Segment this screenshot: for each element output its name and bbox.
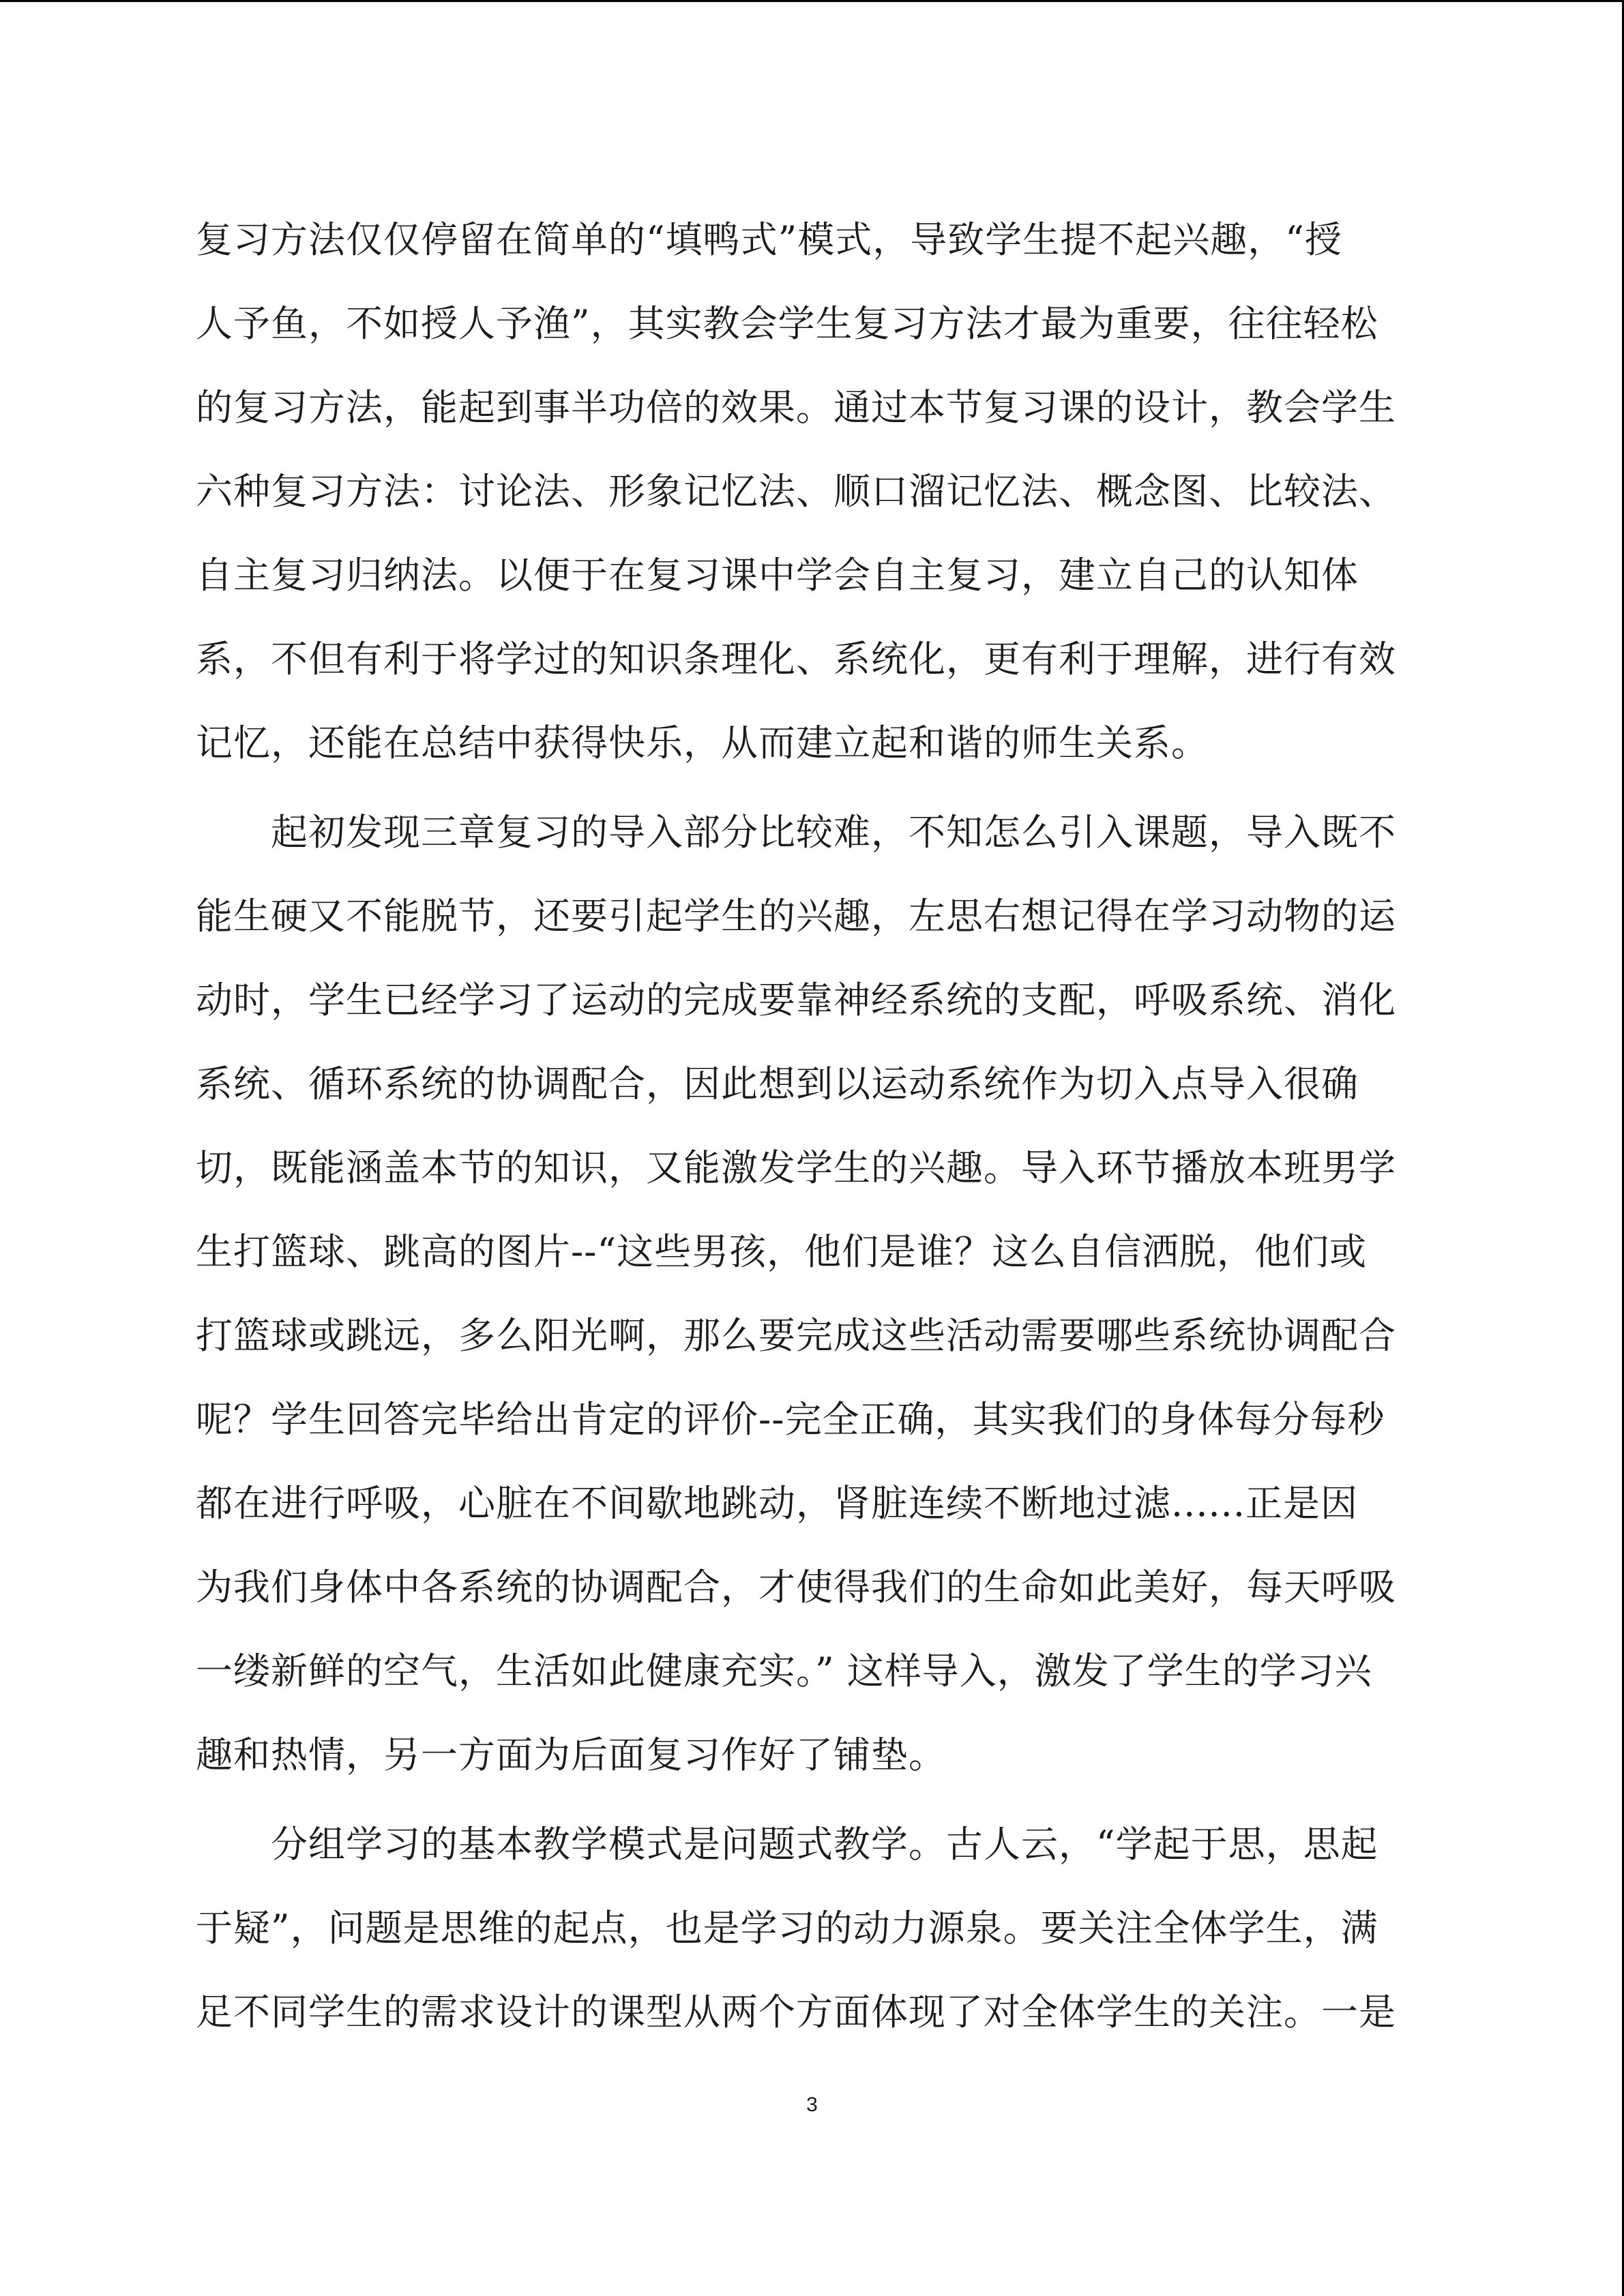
paragraph-spacing: [196, 1797, 1444, 1802]
text-line: 系，不但有利于将学过的知识条理化、系统化，更有利于理解，进行有效: [196, 638, 1396, 681]
text-line: 分组学习的基本教学模式是问题式教学。古人云，“学起于思，思起: [196, 1823, 1378, 1866]
text-line: 为我们身体中各系统的协调配合，才使得我们的生命如此美好，每天呼吸: [196, 1566, 1396, 1609]
paragraph-1: [196, 198, 1444, 785]
text-line: 系统、循环系统的协调配合，因此想到以运动系统作为切入点导入很确: [196, 1062, 1359, 1105]
text-line: 六种复习方法：讨论法、形象记忆法、顺口溜记忆法、概念图、比较法、: [196, 470, 1396, 513]
paragraph-3: [196, 1802, 1444, 2054]
text-line: 起初发现三章复习的导入部分比较难，不知怎么引入课题，导入既不: [196, 811, 1396, 854]
text-line: 复习方法仅仅停留在简单的“填鸭式”模式，导致学生提不起兴趣，“授: [196, 218, 1342, 261]
text-line: 能生硬又不能脱节，还要引起学生的兴趣，左思右想记得在学习动物的运: [196, 895, 1396, 938]
text-line: 一缕新鲜的空气，生活如此健康充实。” 这样导入，激发了学生的学习兴: [196, 1650, 1372, 1693]
paragraph-2: [196, 790, 1444, 1797]
paragraph-spacing: [196, 785, 1444, 790]
text-line: 生打篮球、跳高的图片--“这些男孩，他们是谁？这么自信洒脱，他们或: [196, 1230, 1368, 1273]
text-line: 的复习方法，能起到事半功倍的效果。通过本节复习课的设计，教会学生: [196, 386, 1396, 429]
text-line: 切，既能涵盖本节的知识，又能激发学生的兴趣。导入环节播放本班男学: [196, 1146, 1396, 1189]
page-number: 3: [806, 2093, 818, 2116]
text-line: 趣和热情，另一方面为后面复习作好了铺垫。: [196, 1733, 946, 1776]
page-border-top: [0, 0, 1624, 2]
document-body: [196, 198, 1444, 2054]
text-line: 人予鱼，不如授人予渔”，其实教会学生复习方法才最为重要，往往轻松: [196, 302, 1378, 345]
text-line: 于疑”，问题是思维的起点，也是学习的动力源泉。要关注全体学生，满: [196, 1907, 1378, 1950]
text-line: 都在进行呼吸，心脏在不间歇地跳动，肾脏连续不断地过滤......正是因: [196, 1482, 1358, 1525]
text-line: 打篮球或跳远，多么阳光啊，那么要完成这些活动需要哪些系统协调配合: [196, 1314, 1396, 1357]
text-line: 足不同学生的需求设计的课型从两个方面体现了对全体学生的关注。一是: [196, 1991, 1396, 2033]
text-line: 自主复习归纳法。以便于在复习课中学会自主复习，建立自己的认知体: [196, 554, 1359, 597]
text-line: 记忆，还能在总结中获得快乐，从而建立起和谐的师生关系。: [196, 721, 1209, 764]
text-line: 呢？学生回答完毕给出肯定的评价--完全正确，其实我们的身体每分每秒: [196, 1398, 1385, 1441]
text-line: 动时，学生已经学习了运动的完成要靠神经系统的支配，呼吸系统、消化: [196, 979, 1396, 1022]
